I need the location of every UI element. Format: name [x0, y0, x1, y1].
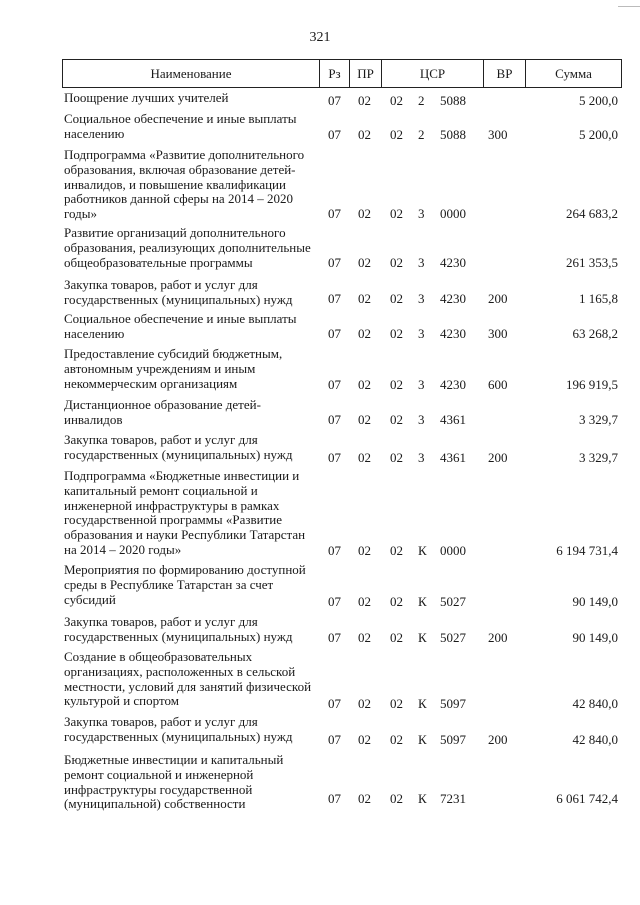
row-name	[64, 433, 316, 463]
cell-c2: 3	[418, 255, 425, 270]
cell-c2: К	[418, 696, 427, 711]
cell-vr: 200	[488, 732, 508, 747]
cell-c1: 02	[390, 206, 403, 221]
cell-c1: 02	[390, 630, 403, 645]
row-name-line: (муниципальной) собственности	[64, 796, 246, 812]
row-name-line: образования, включая образование детей-	[64, 161, 296, 177]
cell-pr: 02	[358, 127, 371, 142]
cell-c3: 4230	[440, 377, 466, 392]
row-name-line: государственных (муниципальных) нужд	[64, 728, 293, 744]
cell-c3: 4230	[440, 291, 466, 306]
cell-c2: К	[418, 594, 427, 609]
cell-pr: 02	[358, 450, 371, 465]
cell-vr: 300	[488, 127, 508, 142]
cell-pr: 02	[358, 326, 371, 341]
row-name	[64, 715, 316, 745]
cell-sum: 90 149,0	[572, 594, 618, 609]
row-name-line: инвалидов	[64, 411, 123, 427]
cell-rz: 07	[328, 93, 341, 108]
cell-sum: 261 353,5	[566, 255, 618, 270]
cell-c1: 02	[390, 326, 403, 341]
cell-rz: 07	[328, 594, 341, 609]
cell-c3: 4361	[440, 412, 466, 427]
cell-pr: 02	[358, 93, 371, 108]
row-name-line: общеобразовательные программы	[64, 254, 253, 270]
cell-c2: К	[418, 791, 427, 806]
cell-sum: 3 329,7	[579, 412, 618, 427]
cell-c3: 4361	[440, 450, 466, 465]
row-name-line: государственных (муниципальных) нужд	[64, 291, 293, 307]
cell-rz: 07	[328, 450, 341, 465]
row-name-line: Дистанционное образование детей-	[64, 397, 261, 412]
cell-pr: 02	[358, 412, 371, 427]
row-name-line: Поощрение лучших учителей	[64, 90, 229, 105]
cell-c3: 0000	[440, 206, 466, 221]
cell-c2: 2	[418, 93, 425, 108]
row-name-line: Создание в общеобразовательных	[64, 649, 253, 664]
cell-c1: 02	[390, 732, 403, 747]
cell-c2: 3	[418, 326, 425, 341]
cell-c1: 02	[390, 450, 403, 465]
row-name-line: населению	[64, 325, 125, 341]
cell-c2: К	[418, 543, 427, 558]
cell-rz: 07	[328, 791, 341, 806]
row-name-line: капитальный ремонт социальной и	[64, 482, 258, 498]
cell-vr: 200	[488, 291, 508, 306]
row-name-line: некоммерческим организациям	[64, 375, 238, 391]
cell-c3: 5097	[440, 732, 466, 747]
page-number: 321	[309, 30, 331, 45]
row-name-line: государственной программы «Развитие	[64, 512, 283, 528]
cell-sum: 5 200,0	[579, 93, 618, 108]
cell-rz: 07	[328, 543, 341, 558]
row-name-line: Закупка товаров, работ и услуг для	[64, 614, 258, 629]
header-rz: Рз	[319, 60, 349, 87]
cell-pr: 02	[358, 377, 371, 392]
row-name-line: Социальное обеспечение и иные выплаты	[64, 311, 297, 326]
cell-sum: 42 840,0	[572, 696, 618, 711]
row-name	[64, 148, 316, 222]
cell-c1: 02	[390, 696, 403, 711]
cell-c2: 3	[418, 450, 425, 465]
cell-c2: 3	[418, 206, 425, 221]
cell-c1: 02	[390, 377, 403, 392]
cell-c3: 4230	[440, 326, 466, 341]
cell-rz: 07	[328, 127, 341, 142]
cell-pr: 02	[358, 255, 371, 270]
row-name	[64, 312, 316, 342]
cell-c1: 02	[390, 255, 403, 270]
row-name	[64, 615, 316, 645]
row-name-line: годы»	[64, 206, 97, 222]
cell-pr: 02	[358, 791, 371, 806]
cell-rz: 07	[328, 377, 341, 392]
cell-c3: 5088	[440, 127, 466, 142]
row-name	[64, 347, 316, 391]
row-name-line: Бюджетные инвестиции и капитальный	[64, 752, 284, 767]
cell-sum: 3 329,7	[579, 450, 618, 465]
header-pr: ПР	[349, 60, 381, 87]
row-name	[64, 563, 316, 607]
row-name	[64, 278, 316, 308]
cell-rz: 07	[328, 696, 341, 711]
row-name-line: Закупка товаров, работ и услуг для	[64, 277, 258, 292]
row-name-line: Подпрограмма «Бюджетные инвестиции и	[64, 468, 300, 483]
cell-c2: 3	[418, 291, 425, 306]
cell-c1: 02	[390, 93, 403, 108]
cell-c2: К	[418, 732, 427, 747]
header-csr: ЦСР	[381, 60, 483, 87]
cell-c2: 3	[418, 412, 425, 427]
cell-c2: 2	[418, 127, 425, 142]
cell-rz: 07	[328, 291, 341, 306]
row-name-line: субсидий	[64, 591, 116, 607]
cell-c2: К	[418, 630, 427, 645]
cell-pr: 02	[358, 543, 371, 558]
cell-sum: 1 165,8	[579, 291, 618, 306]
row-name-line: Закупка товаров, работ и услуг для	[64, 714, 258, 729]
cell-c1: 02	[390, 127, 403, 142]
row-name-line: инженерной инфраструктуры в рамках	[64, 497, 280, 513]
cell-c1: 02	[390, 412, 403, 427]
row-name	[64, 91, 316, 106]
header-vr: ВР	[483, 60, 525, 87]
cell-sum: 196 919,5	[566, 377, 618, 392]
cell-vr: 300	[488, 326, 508, 341]
row-name-line: местности, условий для занятий физической	[64, 678, 312, 694]
cell-sum: 90 149,0	[572, 630, 618, 645]
cell-c3: 0000	[440, 543, 466, 558]
cell-rz: 07	[328, 206, 341, 221]
cell-sum: 42 840,0	[572, 732, 618, 747]
cell-c3: 4230	[440, 255, 466, 270]
row-name-line: населению	[64, 125, 125, 141]
row-name-line: работников данной сферы на 2014 – 2020	[64, 191, 293, 207]
row-name-line: Закупка товаров, работ и услуг для	[64, 432, 258, 447]
row-name	[64, 753, 316, 812]
cell-c3: 5088	[440, 93, 466, 108]
cell-sum: 5 200,0	[579, 127, 618, 142]
row-name	[64, 469, 316, 558]
cell-pr: 02	[358, 291, 371, 306]
cell-pr: 02	[358, 732, 371, 747]
cell-sum: 6 061 742,4	[556, 791, 618, 806]
cell-c1: 02	[390, 594, 403, 609]
cell-rz: 07	[328, 326, 341, 341]
row-name	[64, 112, 316, 142]
cell-pr: 02	[358, 594, 371, 609]
row-name	[64, 398, 316, 428]
row-name	[64, 650, 316, 709]
row-name-line: Мероприятия по формированию доступной	[64, 562, 306, 577]
cell-pr: 02	[358, 206, 371, 221]
row-name-line: Подпрограмма «Развитие дополнительного	[64, 147, 305, 162]
row-name-line: на 2014 – 2020 годы»	[64, 541, 182, 557]
cell-c2: 3	[418, 377, 425, 392]
cell-c3: 7231	[440, 791, 466, 806]
row-name-line: Развитие организаций дополнительного	[64, 225, 286, 240]
row-name-line: государственных (муниципальных) нужд	[64, 446, 293, 462]
cell-rz: 07	[328, 732, 341, 747]
cell-pr: 02	[358, 630, 371, 645]
cell-c3: 5027	[440, 630, 466, 645]
row-name-line: Предоставление субсидий бюджетным,	[64, 346, 283, 361]
row-name	[64, 226, 316, 270]
cell-rz: 07	[328, 412, 341, 427]
row-name-line: инфраструктуры государственной	[64, 781, 253, 797]
cell-sum: 264 683,2	[566, 206, 618, 221]
cell-c3: 5027	[440, 594, 466, 609]
row-name-line: ремонт социальной и инженерной	[64, 766, 254, 782]
cell-vr: 200	[488, 450, 508, 465]
cell-vr: 200	[488, 630, 508, 645]
cell-c1: 02	[390, 791, 403, 806]
row-name-line: культурой и спортом	[64, 693, 179, 709]
cell-vr: 600	[488, 377, 508, 392]
row-name-line: образования, реализующих дополнительные	[64, 239, 311, 255]
row-name-line: Социальное обеспечение и иные выплаты	[64, 111, 297, 126]
page-corner-mark	[618, 0, 640, 7]
row-name-line: среды в Республике Татарстан за счет	[64, 576, 274, 592]
table-header	[62, 59, 622, 88]
row-name-line: автономным учреждениям и иным	[64, 360, 256, 376]
header-sum: Сумма	[525, 60, 621, 87]
row-name-line: инвалидов, и повышение квалификации	[64, 176, 286, 192]
row-name-line: организациях, расположенных в сельской	[64, 663, 296, 679]
header-name: Наименование	[150, 66, 232, 81]
row-name-line: государственных (муниципальных) нужд	[64, 628, 293, 644]
cell-sum: 63 268,2	[572, 326, 618, 341]
cell-rz: 07	[328, 630, 341, 645]
cell-c1: 02	[390, 543, 403, 558]
cell-sum: 6 194 731,4	[556, 543, 618, 558]
cell-rz: 07	[328, 255, 341, 270]
cell-c3: 5097	[440, 696, 466, 711]
cell-pr: 02	[358, 696, 371, 711]
row-name-line: образования и науки Республики Татарстан	[64, 527, 306, 543]
cell-c1: 02	[390, 291, 403, 306]
